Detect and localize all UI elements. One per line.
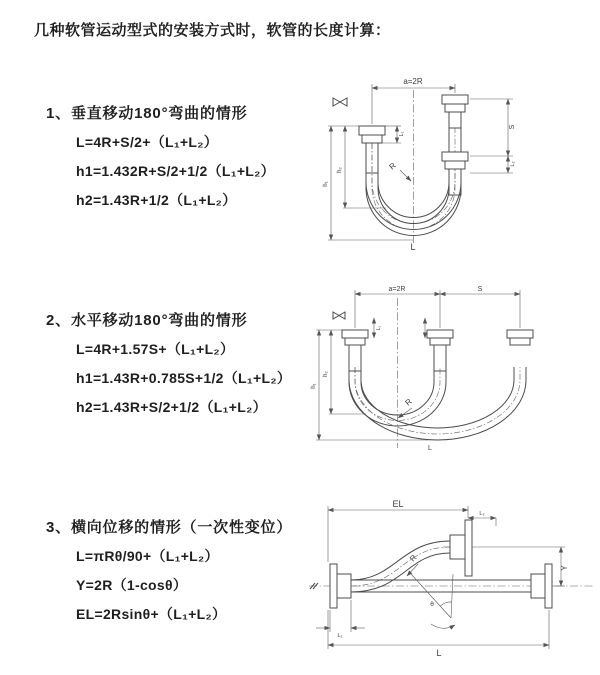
formula-h1: h1=1.43R+0.785S+1/2（L₁+L₂） (76, 370, 292, 386)
label-a2r: a=2R (403, 77, 423, 86)
label-l: L (410, 242, 416, 252)
flange-upper (450, 520, 472, 576)
label-r: R (403, 396, 414, 408)
fitting-right-upper (442, 95, 468, 128)
label-h2: h₂ (337, 167, 343, 173)
label-l: L (428, 445, 432, 452)
dim-el (328, 499, 468, 562)
hose-u-bends (349, 367, 526, 440)
section-horizontal-180 (46, 309, 291, 428)
dim-l1 (316, 600, 365, 639)
flange-left (330, 564, 351, 608)
diagram-horizontal-180 (306, 282, 598, 454)
label-l2: L₂ (479, 511, 485, 517)
label-l1: L₁ (399, 131, 405, 137)
label-a2r: a=2R (388, 286, 406, 293)
diagram-2-svg (306, 282, 598, 454)
label-s: S (477, 286, 483, 293)
dim-h1 (311, 330, 428, 440)
section-1-heading: 1、垂直移动180°弯曲的情形 (46, 105, 248, 122)
label-theta: θ (430, 601, 434, 608)
dim-a2r (355, 286, 520, 331)
dim-s (440, 286, 520, 294)
label-y: Y (560, 565, 569, 571)
angle-theta (411, 574, 455, 628)
label-l: L (436, 648, 442, 658)
radius-leader (388, 161, 411, 181)
dim-l (328, 610, 549, 658)
page-title: 几种软管运动型式的安装方式时，软管的长度计算： (34, 22, 391, 39)
valve-icon (333, 98, 347, 106)
dim-l1 (374, 318, 382, 338)
label-r: R (408, 552, 419, 564)
section-lateral-displacement (46, 516, 292, 635)
formula-length: L=4R+S/2+（L₁+L₂） (76, 134, 219, 150)
fitting-left (342, 330, 368, 345)
label-h1: h₁ (323, 181, 329, 187)
radius-leader (407, 553, 419, 576)
formula-length: L=πRθ/90+（L₁+L₂） (76, 548, 219, 564)
label-l2: L₂ (510, 161, 516, 167)
fitting-right-lower (442, 152, 468, 169)
label-h1: h₁ (311, 383, 317, 389)
label-s: S (509, 124, 516, 130)
fitting-middle (427, 330, 453, 345)
diagram-lateral-displacement (303, 498, 597, 660)
braid-section (434, 345, 446, 371)
section-vertical-180 (46, 102, 275, 221)
formula-h2: h2=1.43R+1/2（L₁+L₂） (76, 192, 237, 208)
dim-l2 (470, 156, 516, 173)
flange-right (531, 564, 552, 608)
hose-s-curve (351, 541, 450, 592)
valve-icon (333, 312, 345, 319)
label-el: EL (392, 499, 404, 509)
formula-h1: h1=1.432R+S/2+1/2（L₁+L₂） (76, 163, 275, 179)
fitting-left (359, 126, 385, 143)
label-l1: L₁ (337, 633, 343, 639)
formula-h2: h2=1.43R+S/2+1/2（L₁+L₂） (76, 399, 267, 415)
section-3-heading: 3、横向位移的情形（一次性变位） (46, 519, 293, 536)
formula-y: Y=2R（1-cosθ） (76, 577, 188, 593)
formula-length: L=4R+1.57S+（L₁+L₂） (76, 341, 235, 357)
diagram-3-svg (303, 498, 597, 660)
label-h2: h₂ (323, 371, 329, 377)
fitting-right (507, 330, 533, 345)
label-r: R (387, 160, 398, 172)
diagram-vertical-180 (316, 70, 586, 252)
formula-el: EL=2Rsinθ+（L₁+L₂） (76, 606, 227, 622)
section-2-heading: 2、水平移动180°弯曲的情形 (46, 312, 248, 329)
dim-s (470, 99, 516, 156)
diagram-1-svg (316, 70, 586, 252)
label-l1: L₁ (376, 325, 382, 331)
